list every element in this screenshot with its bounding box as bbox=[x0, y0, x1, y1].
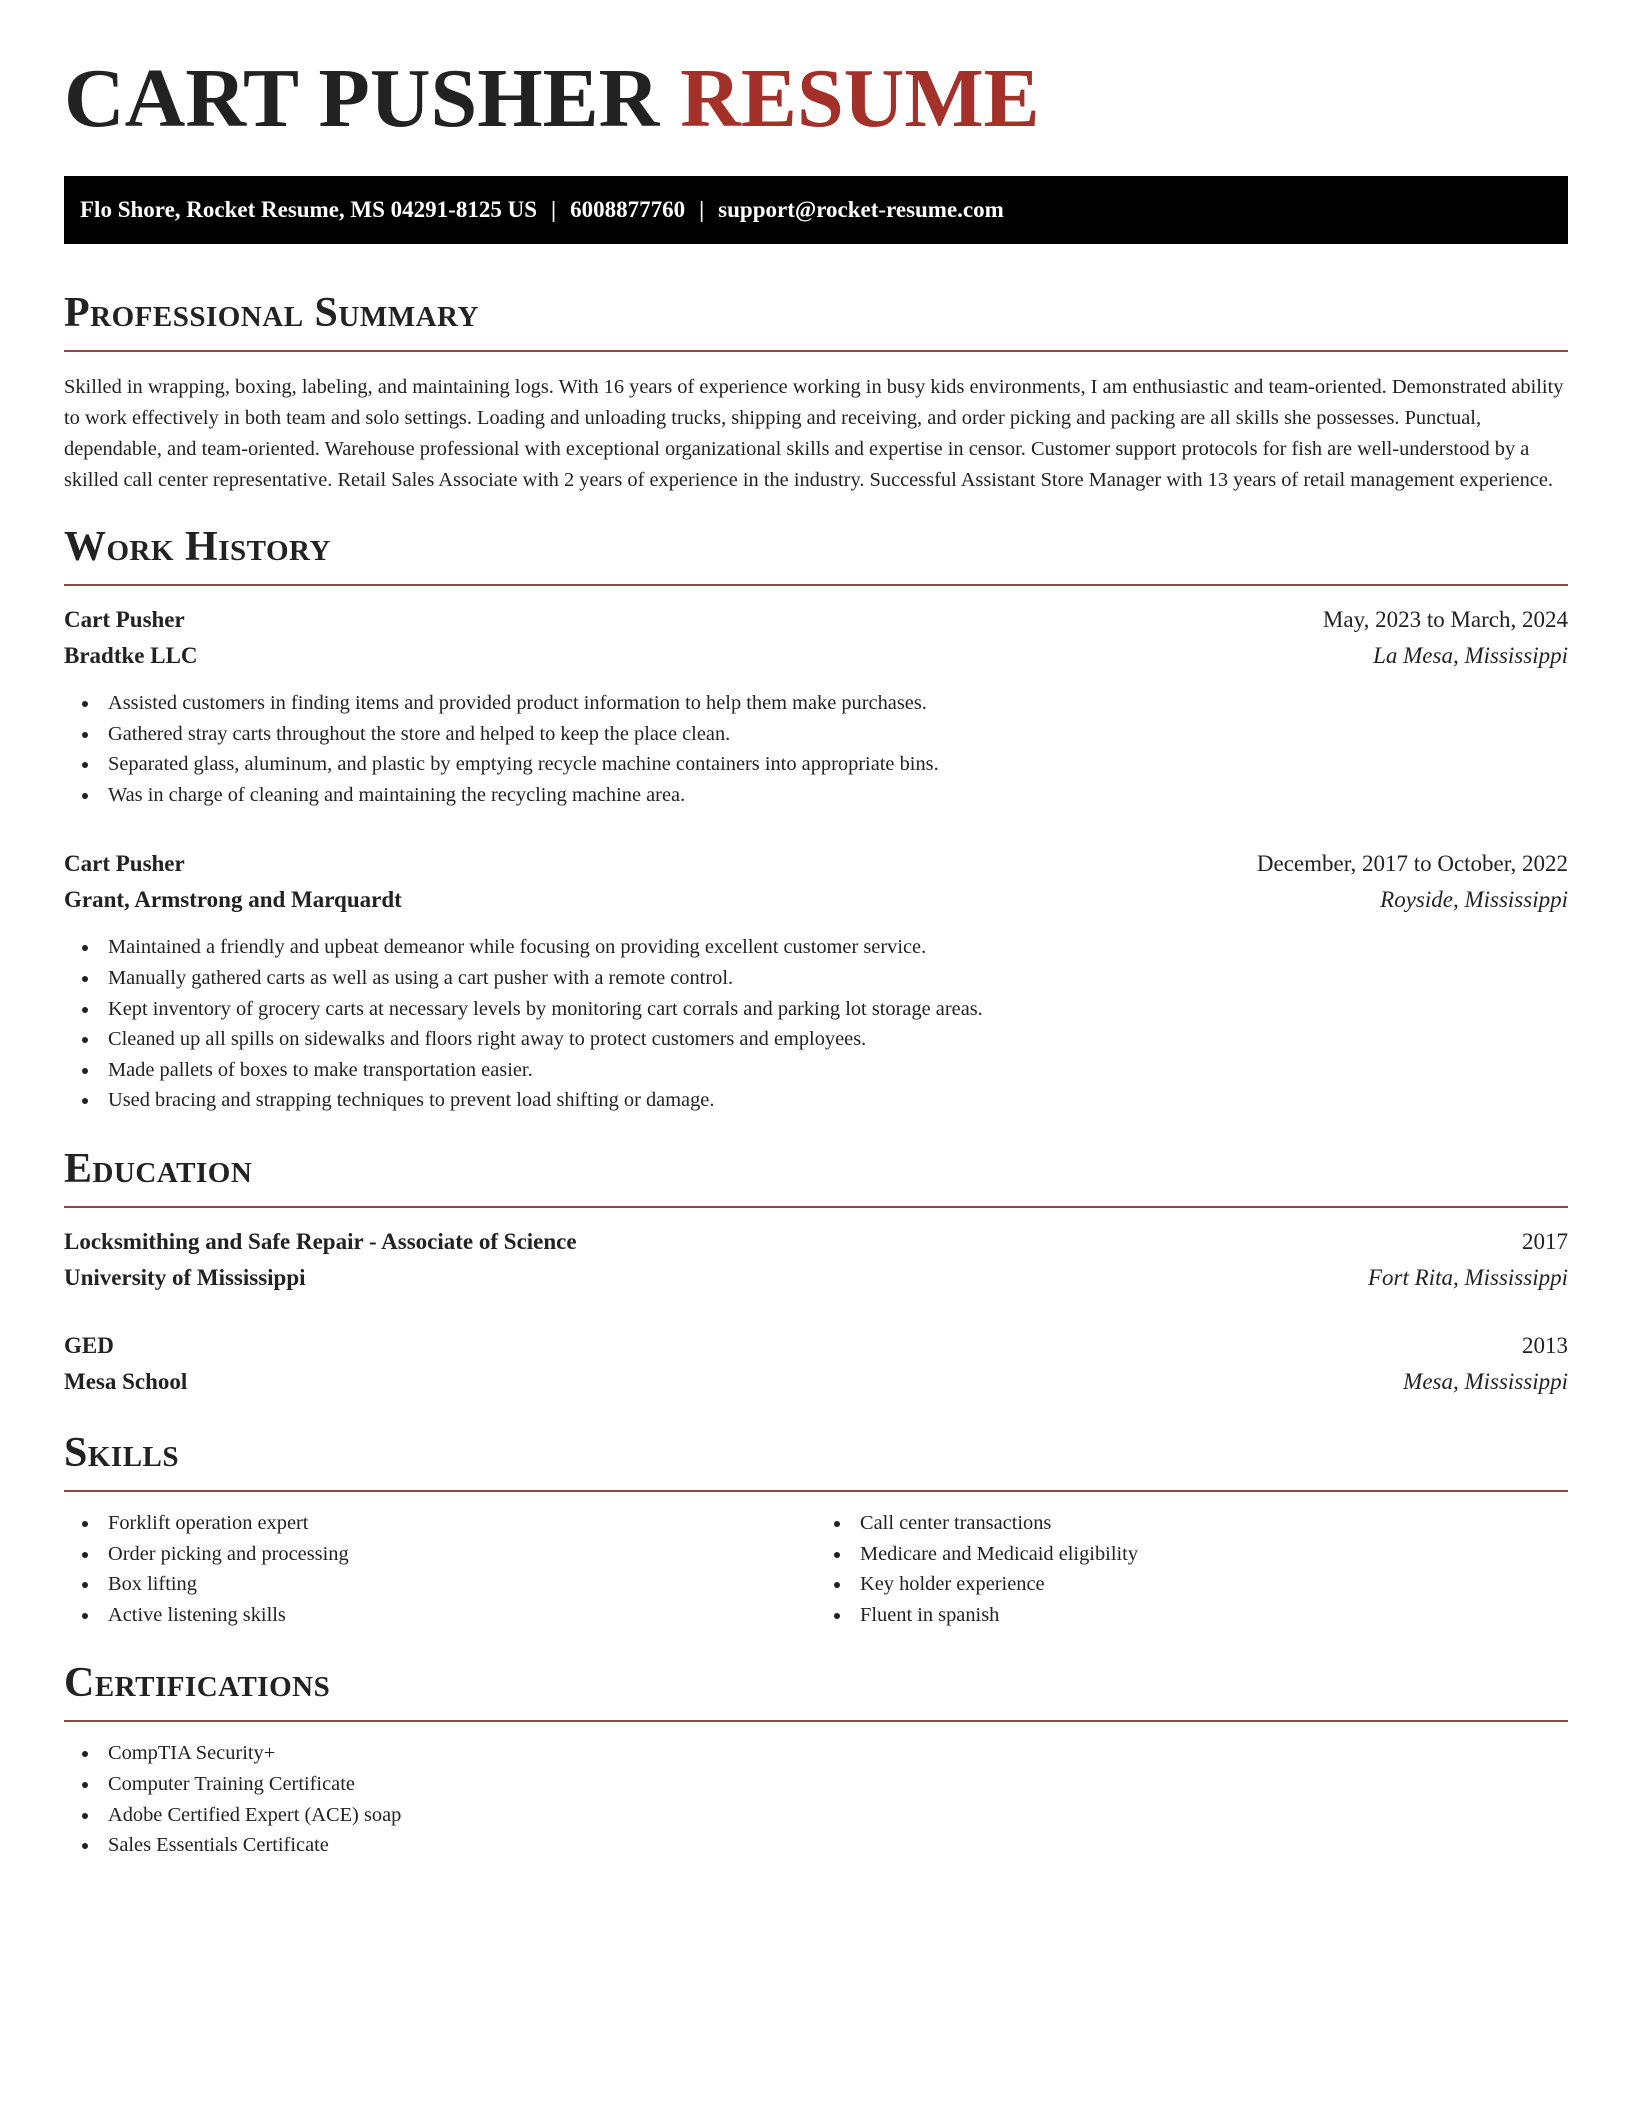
contact-address: Flo Shore, Rocket Resume, MS 04291-8125 US bbox=[80, 197, 537, 222]
skills-left-column bbox=[64, 1508, 816, 1630]
job-title: Cart Pusher bbox=[64, 851, 185, 877]
job-company: Grant, Armstrong and Marquardt bbox=[64, 887, 402, 913]
list-item: Fluent in spanish bbox=[816, 1600, 1568, 1631]
skills-right-column bbox=[816, 1508, 1568, 1630]
skills-section bbox=[64, 1428, 1568, 1630]
education-entry bbox=[64, 1224, 1568, 1296]
job-company: Bradtke LLC bbox=[64, 643, 198, 668]
summary-section bbox=[64, 288, 1568, 496]
list-item: Key holder experience bbox=[816, 1569, 1568, 1600]
resume-title bbox=[64, 0, 1568, 144]
education-degree: GED bbox=[64, 1332, 114, 1358]
job-entry bbox=[64, 602, 1568, 810]
contact-email: support@rocket-resume.com bbox=[718, 197, 1004, 222]
education-degree-row bbox=[64, 1328, 1568, 1364]
list-item: Cleaned up all spills on sidewalks and floors right away to protect customers and employees. bbox=[64, 1024, 1568, 1055]
summary-text: Skilled in wrapping, boxing, labeling, and maintaining logs. With 16 years of experience working in busy kids environments, I am enthusiastic and team-oriented. Demonstrated ability to work effectively in both team and solo settings. Loading and unloading trucks, shipping and receiving, and order picking and packing are all skills she possesses. Punctual, dependable, and team-oriented. Warehouse professional with exceptional organizational skills and expertise in censor. Customer support protocols for fish are well-understood by a skilled call center representative. Retail Sales Associate with 2 years of experience in the industry. Successful Assistant Store Manager with 13 years of retail management experience. bbox=[64, 376, 1564, 491]
list-item: Active listening skills bbox=[64, 1600, 816, 1631]
education-location: Mesa, Mississippi bbox=[1403, 1368, 1568, 1394]
job-entry bbox=[64, 846, 1568, 1116]
work-heading: Work History bbox=[64, 522, 1568, 586]
contact-phone: 6008877760 bbox=[570, 197, 686, 222]
education-year: 2013 bbox=[1522, 1332, 1568, 1358]
title-resume: RESUME bbox=[680, 52, 1040, 145]
list-item: Made pallets of boxes to make transportation easier. bbox=[64, 1055, 1568, 1086]
job-dates: May, 2023 to March, 2024 bbox=[1322, 607, 1568, 632]
skills-heading: Skills bbox=[64, 1428, 1568, 1492]
list-item: Assisted customers in finding items and provided product information to help them make purchases. bbox=[64, 688, 1568, 719]
job-location: Royside, Mississippi bbox=[1380, 887, 1568, 913]
list-item: Computer Training Certificate bbox=[64, 1769, 1568, 1800]
contact-bar bbox=[64, 176, 1568, 244]
list-item: CompTIA Security+ bbox=[64, 1738, 1568, 1769]
contact-separator: | bbox=[551, 197, 557, 222]
list-item: Used bracing and strapping techniques to prevent load shifting or damage. bbox=[64, 1085, 1568, 1116]
work-section bbox=[64, 522, 1568, 1116]
list-item: Maintained a friendly and upbeat demeanor while focusing on providing excellent customer service. bbox=[64, 932, 1568, 963]
certifications-heading: Certifications bbox=[64, 1658, 1568, 1722]
education-school: Mesa School bbox=[64, 1368, 188, 1394]
job-bullets bbox=[64, 932, 1568, 1116]
job-title: Cart Pusher bbox=[64, 607, 185, 632]
job-dates: December, 2017 to October, 2022 bbox=[1256, 851, 1568, 877]
list-item: Was in charge of cleaning and maintaining the recycling machine area. bbox=[64, 780, 1568, 811]
job-title-row bbox=[64, 602, 1568, 638]
list-item: Order picking and processing bbox=[64, 1539, 816, 1570]
education-location: Fort Rita, Mississippi bbox=[1368, 1264, 1568, 1290]
title-name: CART PUSHER bbox=[64, 52, 660, 145]
job-bullets bbox=[64, 688, 1568, 810]
contact-separator: | bbox=[699, 197, 705, 222]
list-item: Forklift operation expert bbox=[64, 1508, 816, 1539]
job-title-row bbox=[64, 846, 1568, 882]
education-degree: Locksmithing and Safe Repair - Associate of Science bbox=[64, 1228, 577, 1254]
list-item: Kept inventory of grocery carts at necessary levels by monitoring cart corrals and parking lot storage areas. bbox=[64, 994, 1568, 1025]
job-location: La Mesa, Mississippi bbox=[1373, 643, 1568, 668]
summary-heading: Professional Summary bbox=[64, 288, 1568, 352]
list-item: Separated glass, aluminum, and plastic by emptying recycle machine containers into appropriate bins. bbox=[64, 749, 1568, 780]
education-section bbox=[64, 1144, 1568, 1400]
job-company-row bbox=[64, 638, 1568, 674]
education-heading: Education bbox=[64, 1144, 1568, 1208]
list-item: Box lifting bbox=[64, 1569, 816, 1600]
list-item: Gathered stray carts throughout the store and helped to keep the place clean. bbox=[64, 719, 1568, 750]
list-item: Manually gathered carts as well as using a cart pusher with a remote control. bbox=[64, 963, 1568, 994]
certifications-list bbox=[64, 1738, 1568, 1860]
list-item: Sales Essentials Certificate bbox=[64, 1830, 1568, 1861]
list-item: Adobe Certified Expert (ACE) soap bbox=[64, 1800, 1568, 1831]
education-school-row bbox=[64, 1260, 1568, 1296]
job-company-row bbox=[64, 882, 1568, 918]
education-year: 2017 bbox=[1522, 1228, 1568, 1254]
list-item: Call center transactions bbox=[816, 1508, 1568, 1539]
list-item: Medicare and Medicaid eligibility bbox=[816, 1539, 1568, 1570]
education-entry bbox=[64, 1328, 1568, 1400]
education-degree-row bbox=[64, 1224, 1568, 1260]
education-school-row bbox=[64, 1364, 1568, 1400]
education-school: University of Mississippi bbox=[64, 1264, 306, 1290]
certifications-section bbox=[64, 1658, 1568, 1860]
skills-grid bbox=[64, 1508, 1568, 1630]
